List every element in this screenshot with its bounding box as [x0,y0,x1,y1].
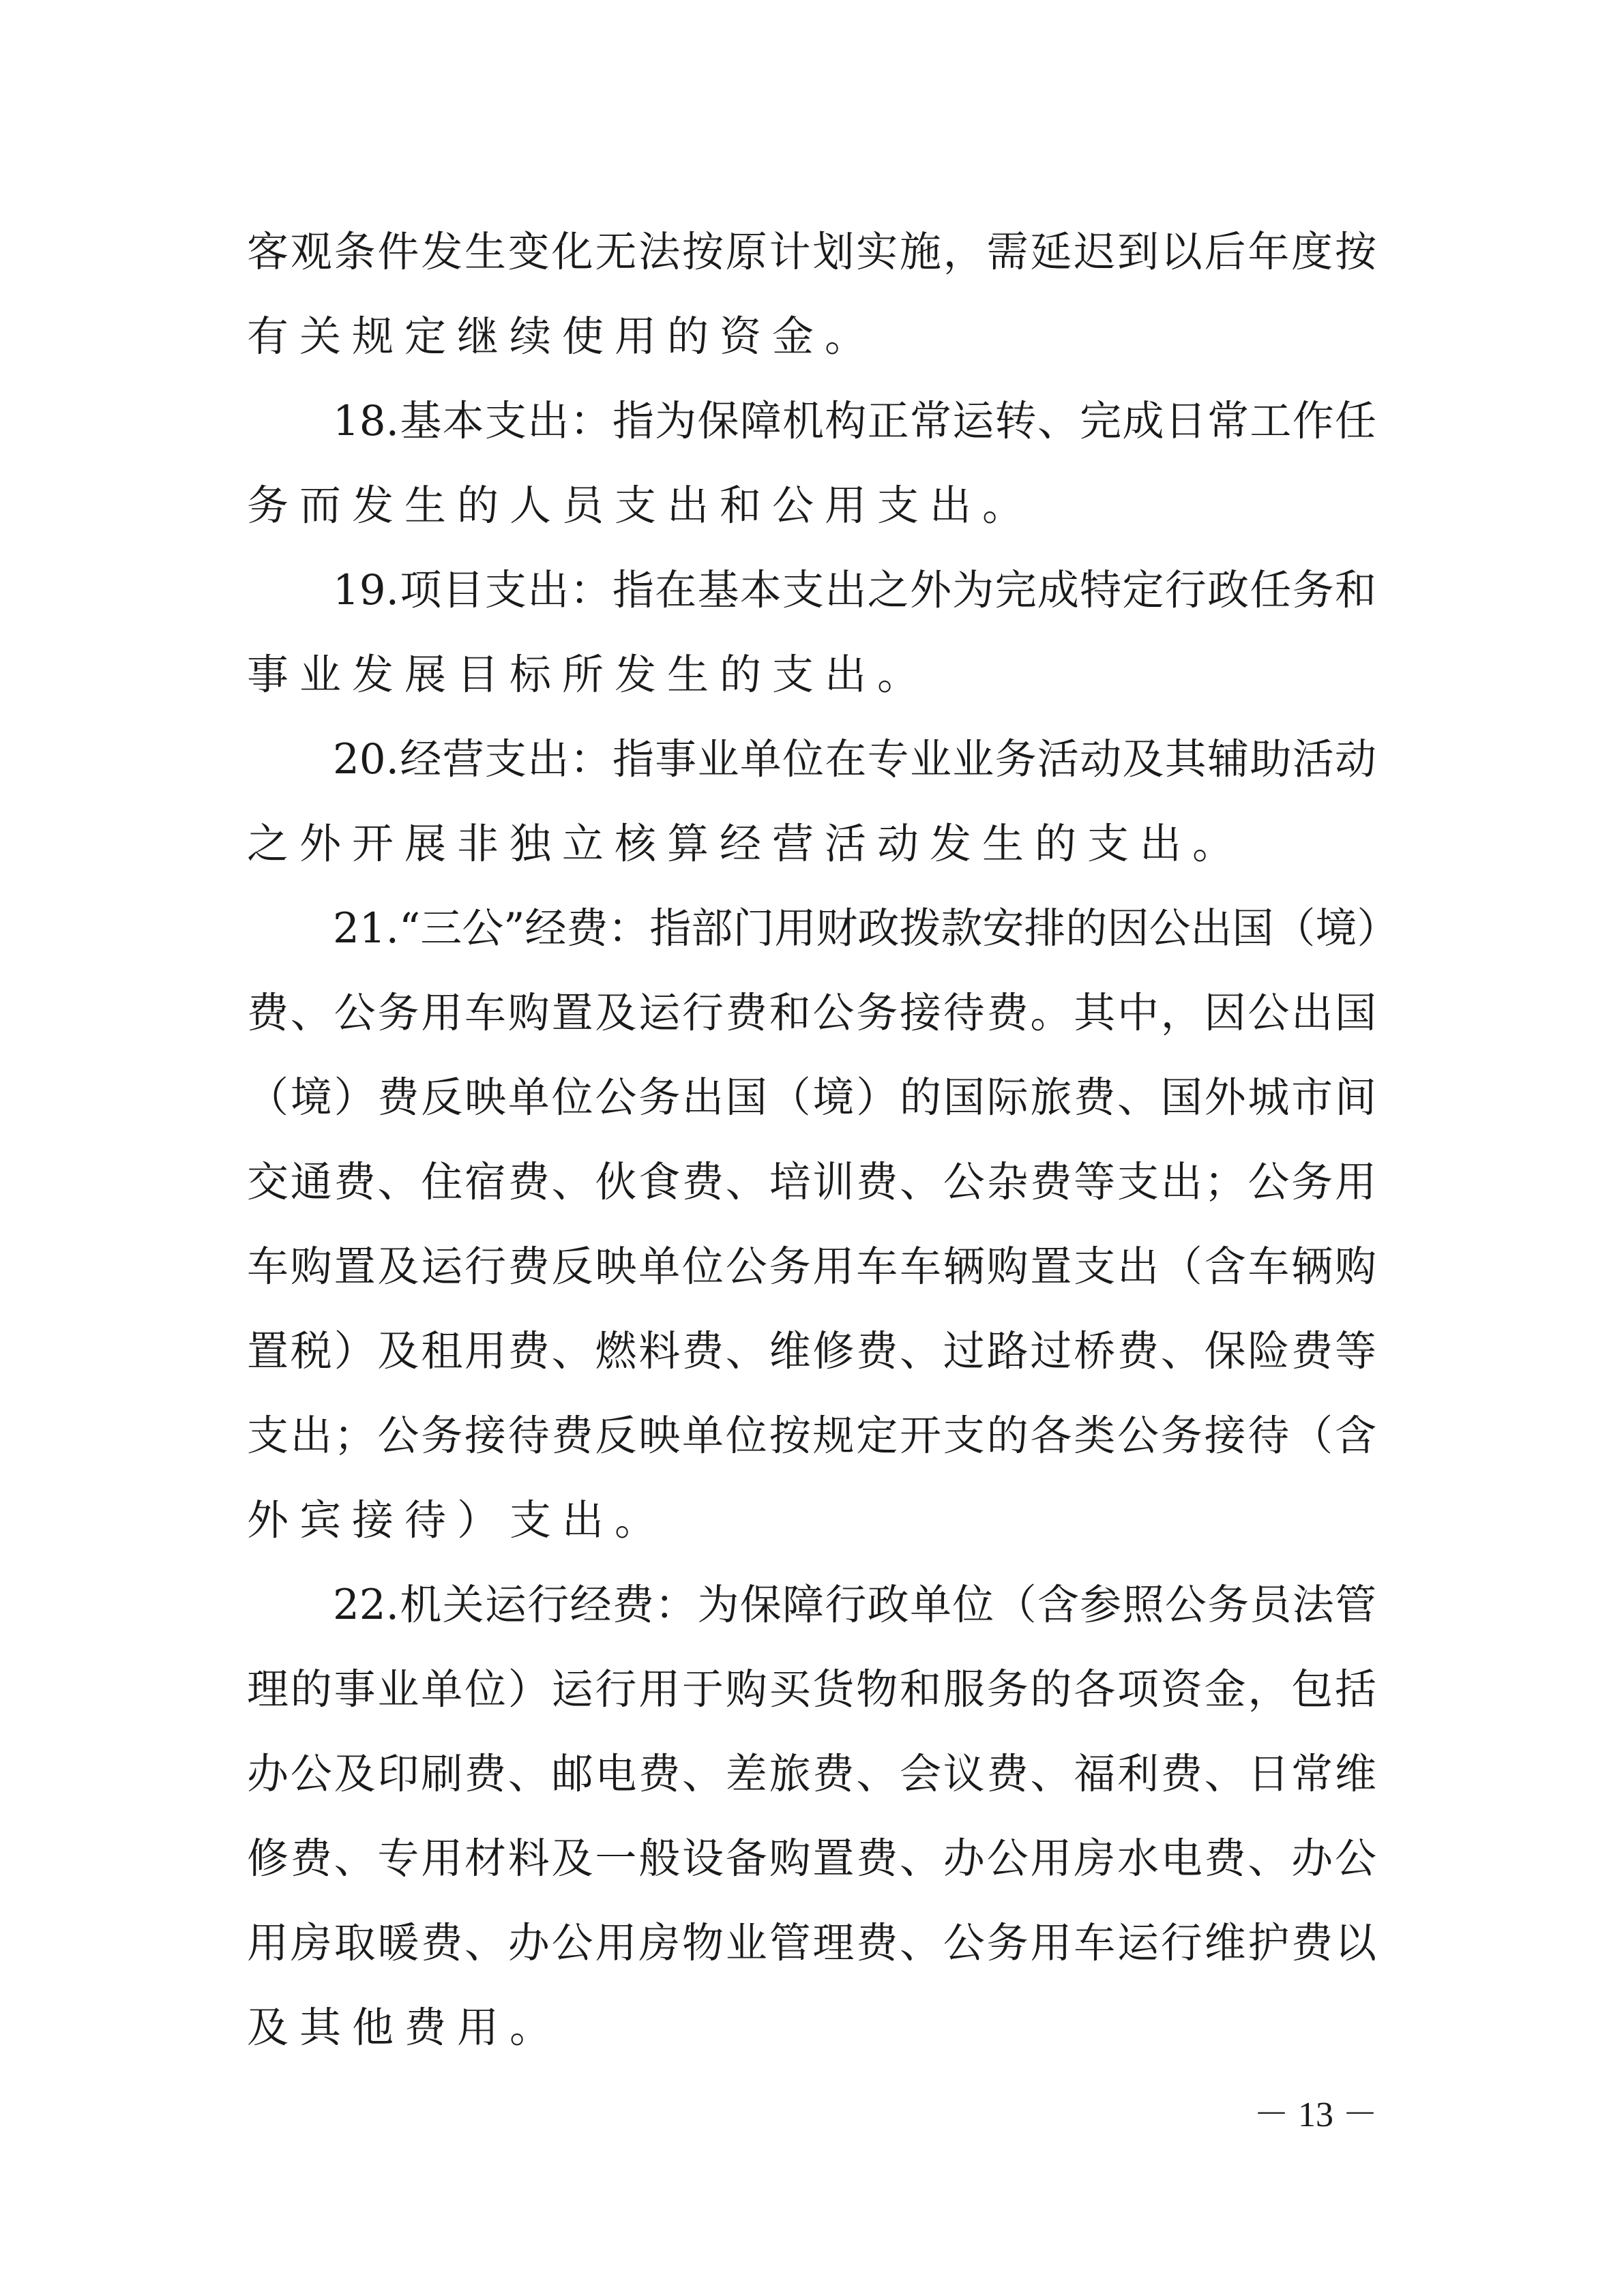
paragraph-22-line-1: 22.机关运行经费：为保障行政单位（含参照公务员法管 [333,1581,1376,1629]
paragraph-22-line-4: 修费、专用材料及一般设备购置费、办公用房水电费、办公 [247,1834,1376,1883]
paragraph-21-line-1: 21.“三公”经费：指部门用财政拨款安排的因公出国（境） [333,904,1399,953]
paragraph-22-line-6: 及其他费用。 [247,2003,563,2052]
paragraph-18-line-1: 18.基本支出：指为保障机构正常运转、完成日常工作任 [333,397,1376,445]
paragraph-20-line-1: 20.经营支出：指事业单位在专业业务活动及其辅助活动 [333,735,1376,784]
paragraph-21-line-6: 置税）及租用费、燃料费、维修费、过路过桥费、保险费等 [247,1327,1376,1375]
paragraph-22-line-2: 理的事业单位）运行用于购买货物和服务的各项资金，包括 [247,1665,1376,1714]
paragraph-21-line-5: 车购置及运行费反映单位公务用车车辆购置支出（含车辆购 [247,1242,1376,1291]
paragraph-17-line-2: 有关规定继续使用的资金。 [247,312,878,361]
paragraph-21-line-8: 外宾接待）支出。 [247,1496,668,1545]
paragraph-22-line-3: 办公及印刷费、邮电费、差旅费、会议费、福利费、日常维 [247,1750,1376,1798]
paragraph-18-line-2: 务而发生的人员支出和公用支出。 [247,481,1035,530]
paragraph-17-line-1: 客观条件发生变化无法按原计划实施，需延迟到以后年度按 [247,228,1376,276]
page-number: － 13 － [1254,2096,1378,2134]
paragraph-21-line-4: 交通费、住宿费、伙食费、培训费、公杂费等支出；公务用 [247,1158,1376,1206]
paragraph-22-line-5: 用房取暖费、办公用房物业管理费、公务用车运行维护费以 [247,1919,1376,1967]
paragraph-21-line-7: 支出；公务接待费反映单位按规定开支的各类公务接待（含 [247,1412,1376,1460]
paragraph-19-line-2: 事业发展目标所发生的支出。 [247,651,930,699]
paragraph-21-line-2: 费、公务用车购置及运行费和公务接待费。其中，因公出国 [247,989,1376,1037]
paragraph-20-line-2: 之外开展非独立核算经营活动发生的支出。 [247,820,1245,868]
paragraph-19-line-1: 19.项目支出：指在基本支出之外为完成特定行政任务和 [333,566,1376,614]
paragraph-21-line-3: （境）费反映单位公务出国（境）的国际旅费、国外城市间 [247,1073,1376,1122]
